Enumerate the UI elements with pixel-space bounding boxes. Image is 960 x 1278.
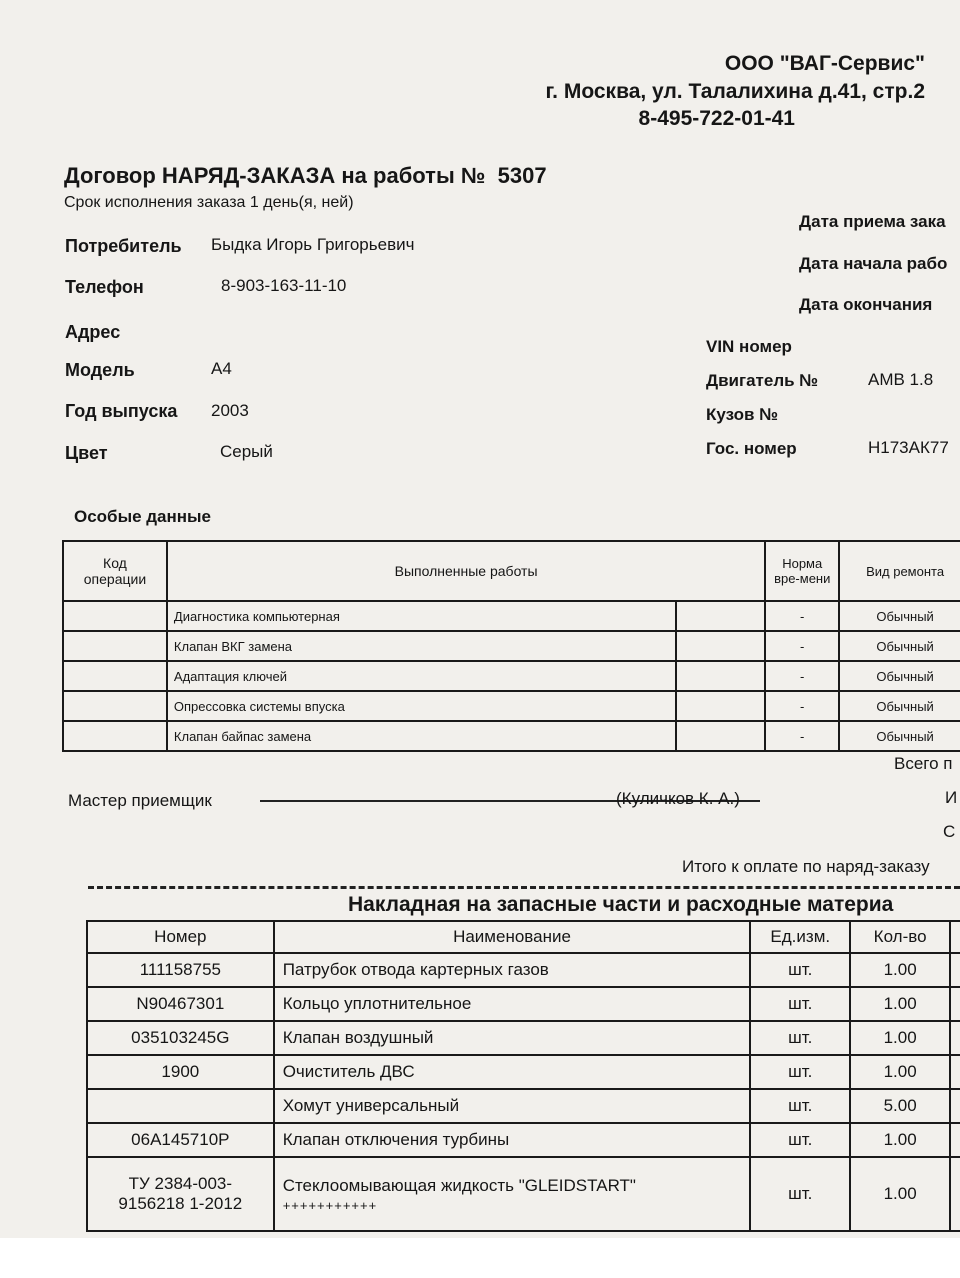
work-type: Обычный — [839, 601, 960, 631]
work-code — [63, 631, 167, 661]
vin-label: VIN номер — [706, 337, 792, 356]
date-received-label: Дата приема зака — [799, 212, 946, 231]
company-name: ООО "ВАГ-Сервис" — [724, 52, 925, 75]
part-extra — [950, 1089, 960, 1123]
consumer-value: Быдка Игорь Григорьевич — [211, 235, 415, 254]
phone-value: 8-903-163-11-10 — [221, 276, 347, 295]
phone-label: Телефон — [65, 277, 144, 297]
year-label: Год выпуска — [65, 401, 178, 421]
works-header-name: Выполненные работы — [167, 541, 765, 601]
table-row — [63, 691, 960, 721]
part-unit: шт. — [750, 1055, 850, 1089]
part-name: Стеклоомывающая жидкость "GLEIDSTART" — [282, 1175, 636, 1195]
part-number: 111158755 — [87, 953, 274, 987]
year-value: 2003 — [211, 401, 249, 420]
part-qty: 1.00 — [850, 953, 950, 987]
order-title — [64, 163, 547, 189]
work-name: Клапан байпас замена — [167, 721, 676, 751]
work-name: Опрессовка системы впуска — [167, 691, 676, 721]
works-header-norm: Норма вре-мени — [765, 541, 839, 601]
work-norm: - — [765, 721, 839, 751]
part-number: 1900 — [87, 1055, 274, 1089]
master-name: (Куличков К. А.) — [616, 789, 740, 808]
total-and-partial: И — [945, 788, 958, 807]
works-header-type: Вид ремонта — [839, 541, 960, 601]
invoice-title: Накладная на запасные части и расходные материа — [348, 893, 894, 916]
plate-label: Гос. номер — [706, 439, 797, 458]
work-type: Обычный — [839, 721, 960, 751]
part-qty: 1.00 — [850, 1055, 950, 1089]
parts-header-row — [87, 921, 960, 953]
work-code — [63, 721, 167, 751]
scan-bottom-margin — [0, 1238, 960, 1278]
part-name: Клапан отключения турбины — [274, 1123, 751, 1157]
part-name-cell — [274, 1157, 751, 1231]
order-title-text: Договор НАРЯД-ЗАКАЗА на работы № — [64, 163, 486, 188]
parts-header-name: Наименование — [274, 921, 751, 953]
total-label-partial: Всего п — [894, 754, 953, 773]
part-unit: шт. — [750, 987, 850, 1021]
part-extra — [950, 1021, 960, 1055]
part-name: Хомут универсальный — [274, 1089, 751, 1123]
part-qty: 1.00 — [850, 1157, 950, 1231]
cut-line — [88, 886, 960, 889]
part-unit: шт. — [750, 953, 850, 987]
part-name-extra: +++++++++++ — [282, 1197, 378, 1213]
work-code — [63, 691, 167, 721]
work-code — [63, 601, 167, 631]
parts-header-qty: Кол-во — [850, 921, 950, 953]
company-address: г. Москва, ул. Талалихина д.41, стр.2 — [545, 80, 925, 103]
part-unit: шт. — [750, 1123, 850, 1157]
work-code — [63, 661, 167, 691]
model-value: A4 — [211, 359, 232, 378]
table-row — [87, 953, 960, 987]
work-extra — [676, 691, 766, 721]
works-table — [62, 540, 960, 752]
part-qty: 1.00 — [850, 987, 950, 1021]
color-value: Серый — [220, 442, 273, 461]
part-unit: шт. — [750, 1089, 850, 1123]
model-label: Модель — [65, 360, 135, 380]
table-row — [87, 987, 960, 1021]
table-row — [87, 1157, 960, 1231]
engine-value: AMB 1.8 — [868, 370, 934, 389]
engine-label: Двигатель № — [706, 371, 819, 390]
part-extra — [950, 1157, 960, 1231]
part-number — [87, 1089, 274, 1123]
address-label: Адрес — [65, 322, 121, 342]
work-extra — [676, 631, 766, 661]
table-row — [87, 1089, 960, 1123]
part-name: Очиститель ДВС — [274, 1055, 751, 1089]
works-header-code: Код операции — [63, 541, 167, 601]
itogo-label: Итого к оплате по наряд-заказу — [682, 857, 930, 876]
work-extra — [676, 601, 766, 631]
work-name: Адаптация ключей — [167, 661, 676, 691]
total-s-partial: С — [943, 822, 956, 841]
special-data-label: Особые данные — [74, 507, 212, 526]
work-name: Клапан ВКГ замена — [167, 631, 676, 661]
date-start-label: Дата начала рабо — [799, 254, 948, 273]
part-number: N90467301 — [87, 987, 274, 1021]
part-extra — [950, 1055, 960, 1089]
part-qty: 1.00 — [850, 1123, 950, 1157]
work-type: Обычный — [839, 691, 960, 721]
table-row — [63, 661, 960, 691]
part-extra — [950, 1123, 960, 1157]
part-extra — [950, 953, 960, 987]
color-label: Цвет — [65, 443, 108, 463]
part-name: Кольцо уплотнительное — [274, 987, 751, 1021]
order-number: 5307 — [497, 163, 547, 188]
part-name: Патрубок отвода картерных газов — [274, 953, 751, 987]
table-row — [63, 721, 960, 751]
part-qty: 1.00 — [850, 1021, 950, 1055]
part-number: 06A145710P — [87, 1123, 274, 1157]
plate-value: Н173АК77 — [868, 438, 949, 457]
table-row — [87, 1055, 960, 1089]
work-norm: - — [765, 691, 839, 721]
work-type: Обычный — [839, 631, 960, 661]
parts-header-number: Номер — [87, 921, 274, 953]
table-row — [63, 601, 960, 631]
part-number: 035103245G — [87, 1021, 274, 1055]
part-extra — [950, 987, 960, 1021]
parts-header-unit: Ед.изм. — [750, 921, 850, 953]
table-row — [63, 631, 960, 661]
work-name: Диагностика компьютерная — [167, 601, 676, 631]
table-row — [87, 1123, 960, 1157]
company-phone: 8-495-722-01-41 — [638, 107, 795, 130]
part-number: ТУ 2384-003-9156218 1-2012 — [87, 1157, 274, 1231]
part-name: Клапан воздушный — [274, 1021, 751, 1055]
body-label: Кузов № — [706, 405, 779, 424]
work-norm: - — [765, 661, 839, 691]
work-norm: - — [765, 601, 839, 631]
parts-header-extra — [950, 921, 960, 953]
work-extra — [676, 661, 766, 691]
work-extra — [676, 721, 766, 751]
work-type: Обычный — [839, 661, 960, 691]
parts-table — [86, 920, 960, 1232]
table-row — [87, 1021, 960, 1055]
date-end-label: Дата окончания — [799, 295, 933, 314]
works-header-row — [63, 541, 960, 601]
part-unit: шт. — [750, 1021, 850, 1055]
work-norm: - — [765, 631, 839, 661]
order-term: Срок исполнения заказа 1 день(я, ней) — [64, 194, 354, 211]
part-unit: шт. — [750, 1157, 850, 1231]
part-qty: 5.00 — [850, 1089, 950, 1123]
master-label: Мастер приемщик — [68, 791, 212, 810]
consumer-label: Потребитель — [65, 236, 182, 256]
